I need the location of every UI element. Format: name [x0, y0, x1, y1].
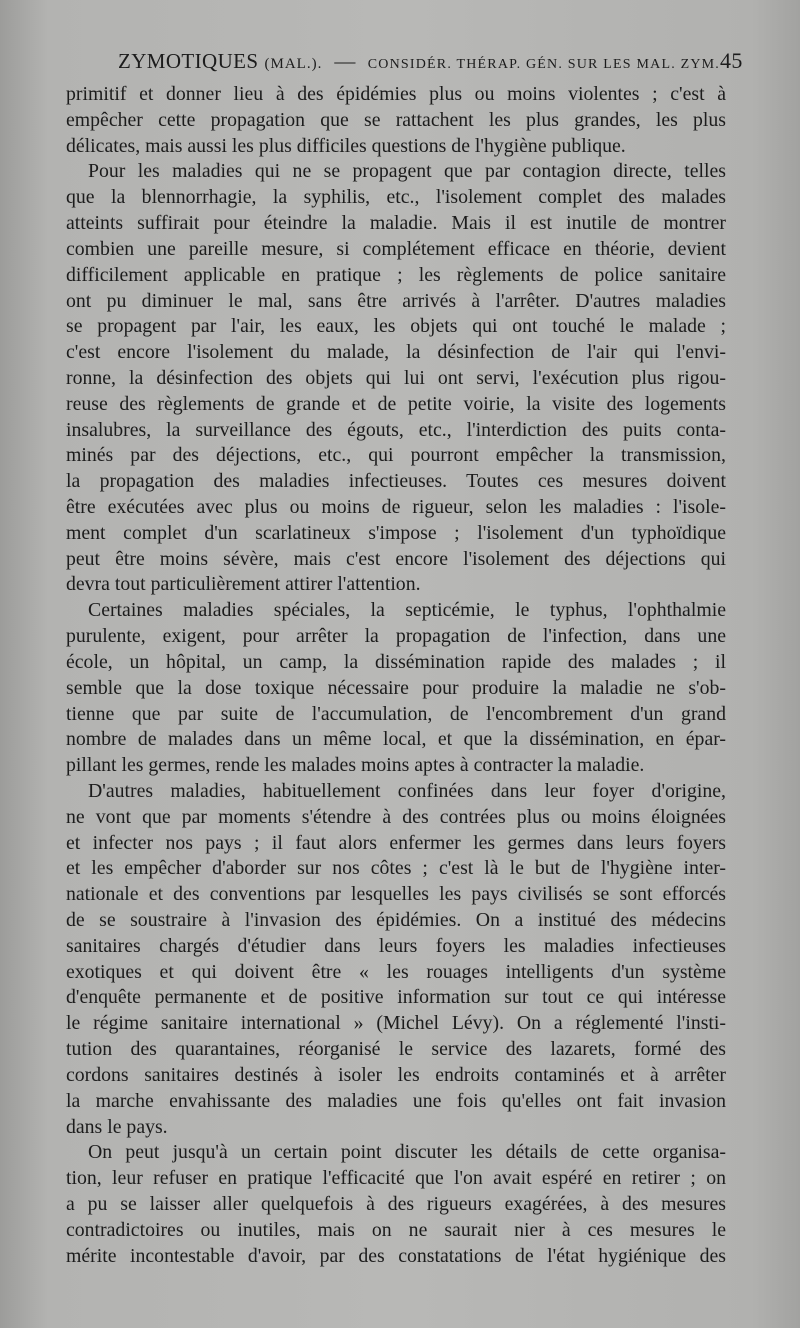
text-line: et les empêcher d'aborder sur nos côtes ; c'est là le but de l'hygiène inter-	[66, 857, 726, 880]
text-line: sanitaires chargés d'étudier dans leurs foyers les maladies infectieuses	[66, 934, 726, 957]
text-line: empêcher cette propagation que se rattachent les plus grandes, les plus	[66, 108, 726, 131]
text-line: dans le pays.	[66, 1115, 168, 1138]
header-title-paren: (MAL.).	[264, 56, 323, 72]
header-title: ZYMOTIQUES	[118, 49, 259, 73]
text-line: difficilement applicable en pratique ; les règlements de police sanitaire	[66, 263, 726, 286]
text-line: a pu se laisser aller quelquefois à des rigueurs exagérées, à des mesures	[66, 1192, 726, 1215]
body-text	[66, 82, 726, 1269]
text-line: le régime sanitaire international » (Michel Lévy). On a réglementé l'insti-	[66, 1012, 726, 1035]
text-line: mérite incontestable d'avoir, par des constatations de l'état hygiénique des	[66, 1244, 726, 1267]
text-line: On peut jusqu'à un certain point discuter les détails de cette organisa-	[88, 1141, 726, 1164]
text-line: tution des quarantaines, réorganisé le service des lazarets, formé des	[66, 1038, 726, 1061]
text-line: que la blennorrhagie, la syphilis, etc., l'isolement complet des malades	[66, 186, 726, 209]
text-line: délicates, mais aussi les plus difficiles questions de l'hygiène publique.	[66, 134, 626, 157]
text-line: Pour les maladies qui ne se propagent que par contagion directe, telles	[88, 160, 726, 183]
text-line: nationale et des conventions par lesquelles les pays civilisés se sont efforcés	[66, 883, 726, 906]
text-line: la marche envahissante des maladies une fois qu'elles ont fait invasion	[66, 1089, 726, 1112]
header-dash: —	[334, 49, 356, 73]
text-line: de se soustraire à l'invasion des épidémies. On a institué des médecins	[66, 909, 726, 931]
text-line: la propagation des maladies infectieuses. Toutes ces mesures doivent	[66, 470, 726, 493]
text-line: se propagent par l'air, les eaux, les objets qui ont touché le malade ;	[66, 315, 726, 338]
text-line: atteints suffirait pour éteindre la maladie. Mais il est inutile de montrer	[66, 212, 726, 235]
text-line: pillant les germes, rende les malades moins aptes à contracter la maladie.	[66, 754, 645, 777]
page-number: 45	[720, 48, 743, 73]
text-line: école, un hôpital, un camp, la dissémination rapide des malades ; il	[66, 650, 726, 673]
text-line: d'enquête permanente et de positive information sur tout ce qui intéresse	[66, 986, 726, 1009]
text-line: exotiques et qui doivent être « les rouages intelligents d'un système	[66, 960, 726, 983]
text-line: primitif et donner lieu à des épidémies plus ou moins violentes ; c'est à	[66, 83, 726, 105]
text-line: être exécutées avec plus ou moins de rigueur, selon les maladies : l'isole-	[66, 496, 726, 518]
text-line: devra tout particulièrement attirer l'attention.	[66, 573, 421, 596]
text-line: ronne, la désinfection des objets qui lui ont servi, l'exécution plus rigou-	[66, 366, 726, 389]
text-line: c'est encore l'isolement du malade, la désinfection de l'air qui l'envi-	[66, 341, 726, 364]
text-line: contradictoires ou inutiles, mais on ne saurait nier à ces mesures le	[66, 1218, 726, 1241]
text-line: insalubres, la surveillance des égouts, etc., l'interdiction des puits conta-	[66, 418, 726, 441]
running-header	[118, 48, 743, 78]
text-line: minés par des déjections, etc., qui pourront empêcher la transmission,	[66, 444, 726, 467]
text-line: purulente, exigent, pour arrêter la propagation de l'infection, dans une	[66, 625, 726, 648]
text-line: ment complet d'un scarlatineux s'impose ; l'isolement d'un typhoïdique	[66, 521, 726, 544]
text-line: tienne que par suite de l'accumulation, de l'encombrement d'un grand	[66, 702, 726, 725]
text-line: semble que la dose toxique nécessaire pour produire la maladie ne s'ob-	[66, 676, 726, 699]
text-line: peut être moins sévère, mais c'est encore l'isolement des déjections qui	[66, 547, 726, 570]
text-line: combien une pareille mesure, si complétement efficace en théorie, devient	[66, 237, 726, 260]
header-subtitle: CONSIDÉR. THÉRAP. GÉN. SUR LES MAL. ZYM.	[367, 57, 721, 72]
text-line: D'autres maladies, habituellement confinées dans leur foyer d'origine,	[88, 779, 726, 802]
text-line: nombre de malades dans un même local, et que la dissémination, en épar-	[66, 728, 726, 751]
text-line: Certaines maladies spéciales, la septicémie, le typhus, l'ophthalmie	[88, 599, 726, 622]
text-line: cordons sanitaires destinés à isoler les endroits contaminés et à arrêter	[66, 1063, 726, 1086]
text-line: ne vont que par moments s'étendre à des contrées plus ou moins éloignées	[66, 805, 726, 828]
text-line: tion, leur refuser en pratique l'efficacité que l'on avait espéré en retirer ; on	[66, 1167, 726, 1190]
text-line: ont pu diminuer le mal, sans être arrivés à l'arrêter. D'autres maladies	[66, 289, 726, 312]
text-line: et infecter nos pays ; il faut alors enfermer les germes dans leurs foyers	[66, 831, 726, 854]
text-line: reuse des règlements de grande et de petite voirie, la visite des logements	[66, 392, 726, 415]
